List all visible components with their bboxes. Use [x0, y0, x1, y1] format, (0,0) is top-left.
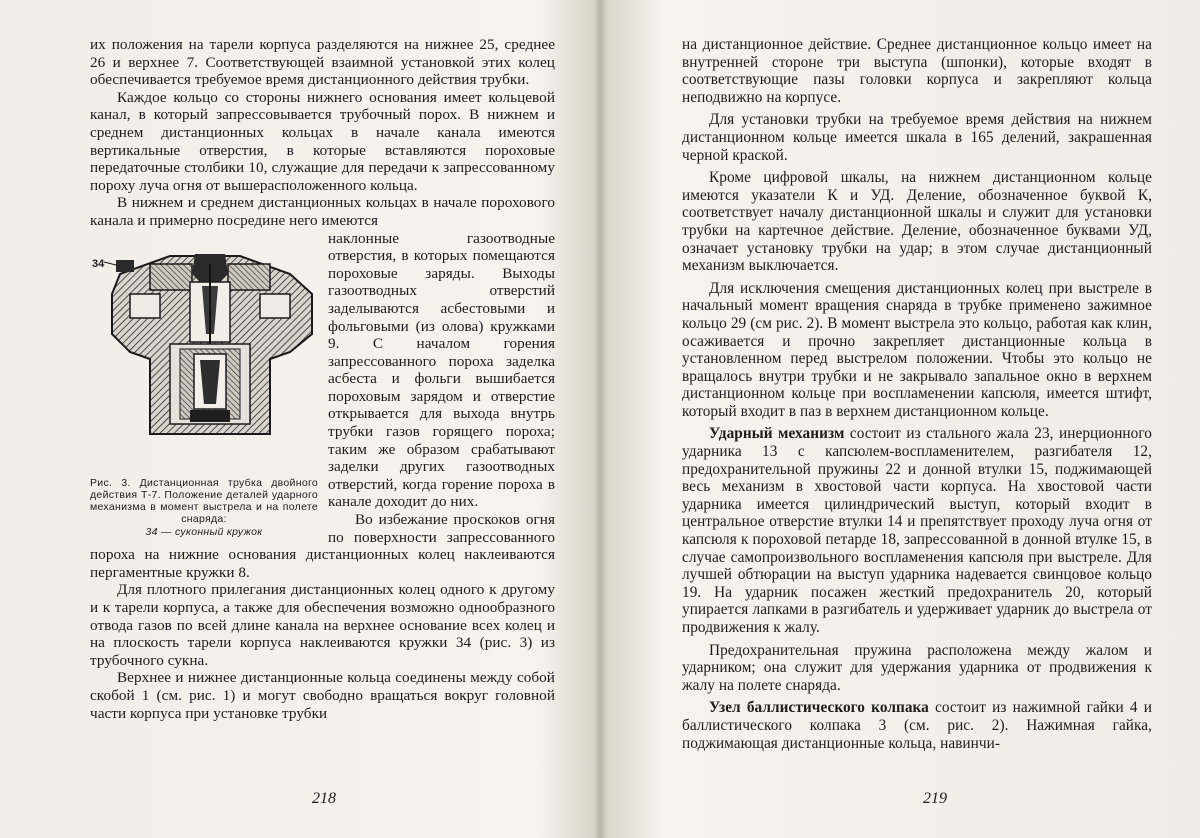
right-paragraph-5-text: состоит из стального жала 23, инерционного ударника 13 с капсюлем-воспламенителем, разгибателя 12, предохранительной пружины 22 и донной втулки 15, поджимающей весь механизм в хвостовой части корпуса. На хвостовой части ударника имеется цилиндрический выступ, который входит в центральное отверстие втулки 14 и препятствует проходу луча огня от капсюля к пороховой петарде 18, запрессованной в донной втулке 15, в случае самопроизвольного воспламенения капсюля при выстреле. Для лучшей обтюрации на выступ ударника надевается свинцовое кольцо 19. На ударник посажен жесткий предохранитель 20, который упирается лапками в разгибатель и удерживает ударник до выстрела от продвижения к жалу.	[682, 425, 1153, 636]
left-paragraph-5: Для плотного прилегания дистанционных колец одного к другому и к тарели корпуса, а также для обеспечения возможно однообразного отвода газов по всей длине канала на верхнее основание всех колец и на плоскость тарели корпуса наклеиваются кружки 34 (рис. 3) из трубочного сукна.	[90, 581, 555, 669]
left-page	[90, 36, 555, 722]
right-paragraph-7-text: состоит из нажимной гайки 4 и баллистического колпака 3 (см. рис. 2). Нажимная гайка, поджимающая дистанционные кольца, навинчи-	[682, 699, 1153, 752]
right-paragraph-3: Кроме цифровой шкалы, на нижнем дистанционном кольце имеются указатели К и УД. Деление, обозначенное буквой К, соответствует началу дистанционной шкалы и служит для установки трубки на картечное действие. Деление, обозначенное буквами УД, означает установку трубки на удар; в этом случае дистанционный механизм выключается.	[682, 169, 1152, 275]
right-paragraph-4: Для исключения смещения дистанционных колец при выстреле в начальный момент вращения снаряда в трубке применено зажимное кольцо 29 (см рис. 2). В момент выстрела это кольцо, работая как клин, осаживается и прочно закрепляет дистанционные кольца в установленном перед выстрелом положении. Чтобы это кольцо не вращалось внутри трубки и не закрывало запальное окно в верхнем дистанционном кольце при воспламенении капсюля, имеется штифт, который входит в паз в верхнем дистанционном кольце.	[682, 279, 1152, 420]
left-paragraph-3-body: наклонные газоотводные отверстия, в которых помещаются пороховые заряды. Выходы газоотводных отверстий заделываются асбестовыми и фольговыми (из олова) кружками 9. С началом горения запрессованного пороха заделка асбеста и фольги вышибается пороховым зарядом и отверстие открывается для выхода внутрь трубки газов горящего пороха; таким же образом срабатывают заделки других газоотводных отверстий, когда горение пороха в канале доходит до них.	[328, 229, 555, 511]
section-heading-impact-mechanism: Ударный механизм	[709, 425, 845, 443]
right-paragraph-5	[682, 425, 1152, 636]
figure-caption-text: Рис. 3. Дистанционная трубка двойного действия Т-7. Положение деталей ударного механизма в момент выстрела и на полете снаряда:	[90, 476, 318, 526]
left-paragraph-2: Каждое кольцо со стороны нижнего основания имеет кольцевой канал, в который запрессовывается трубочный порох. В нижнем и среднем дистанционных кольцах в начале канала имеются вертикальные отверстия, в которые вставляются пороховые передаточные столбики 10, служащие для передачи к запрессованному пороху луча огня от вышерасположенного кольца.	[90, 88, 555, 194]
figure-caption	[90, 477, 318, 539]
right-paragraph-2: Для установки трубки на требуемое время действия на нижнем дистанционном кольце имеется шкала в 165 делений, закрашенная черной краской.	[682, 111, 1152, 164]
left-paragraph-1: их положения на тарели корпуса разделяются на нижнее 25, среднее 26 и верхнее 7. Соответствующей взаимной установкой этих колец обеспечивается требуемое время дистанционного действия трубки.	[90, 36, 555, 89]
figure-3	[90, 234, 318, 539]
fuse-cross-section-drawing	[90, 234, 318, 474]
left-paragraph-3-head: В нижнем и среднем дистанционных кольцах в начале порохового канала и примерно посредине него имеются	[90, 194, 555, 229]
figure-label-34: 34	[92, 257, 105, 270]
right-paragraph-7	[682, 699, 1152, 752]
right-paragraph-1: на дистанционное действие. Среднее дистанционное кольцо имеет на внутренней стороне три выступа (шпонки), которые входят в соответствующие пазы головки корпуса и закрепляют кольца неподвижно на корпусе.	[682, 36, 1152, 106]
right-paragraph-6: Предохранительная пружина расположена между жалом и ударником; она служит для удержания ударника от продвижения к жалу на полете снаряда.	[682, 641, 1152, 694]
left-paragraph-4: Во избежание проскоков огня по поверхности запрессованного пороха на нижние основания дистанционных колец наклеиваются пергаментные кружки 8.	[90, 511, 555, 581]
left-page-number: 218	[312, 790, 336, 807]
right-page	[682, 36, 1152, 752]
section-heading-ballistic-cap: Узел баллистического колпака	[709, 699, 929, 717]
figure-caption-note: 34 — суконный кружок	[145, 526, 263, 539]
left-paragraph-6: Верхнее и нижнее дистанционные кольца соединены между собой скобой 1 (см. рис. 1) и могут свободно вращаться вокруг головной части корпуса при установке трубки	[90, 669, 555, 722]
right-page-number: 219	[923, 790, 947, 807]
